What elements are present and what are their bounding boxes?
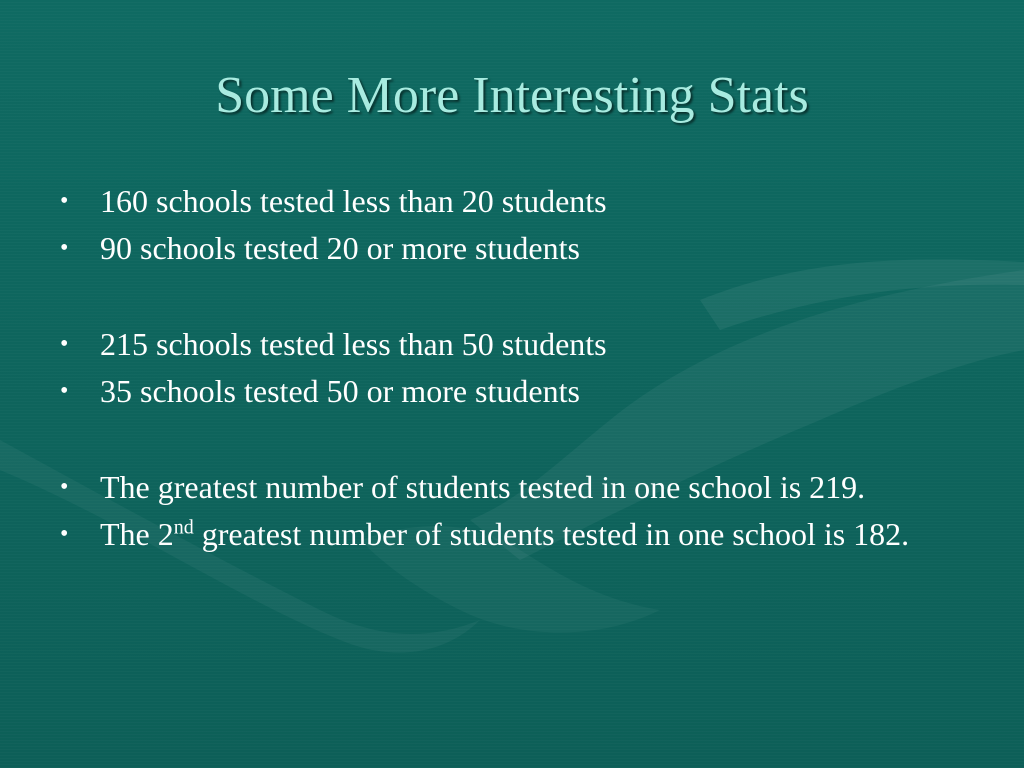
bullet-item [58,321,988,368]
bullet-item [58,225,988,272]
bullet-icon: • [60,474,69,500]
bullet-item [58,511,988,558]
bullet-item [58,464,988,511]
spacer [58,415,988,464]
bullet-text: 160 schools tested less than 20 students [100,183,607,219]
ordinal-superscript: nd [173,516,194,539]
bullet-text-prefix: The 2 [100,516,174,552]
bullet-text [100,516,909,552]
bullet-icon: • [60,235,69,261]
bullet-icon: • [60,331,69,357]
bullet-icon: • [60,378,69,404]
bullet-icon: • [60,188,69,214]
bullet-text: 35 schools tested 50 or more students [100,373,580,409]
bullet-item [58,178,988,225]
bullet-text: 215 schools tested less than 50 students [100,326,607,362]
bullet-icon: • [60,521,69,547]
slide-title: Some More Interesting Stats [215,67,809,124]
bullet-item [58,368,988,415]
bullet-text: The greatest number of students tested in one school is 219. [100,469,866,505]
bullet-text-suffix: greatest number of students tested in one school is 182. [193,516,910,552]
bullet-text: 90 schools tested 20 or more students [100,230,580,266]
bullet-list [58,178,988,558]
spacer [58,272,988,321]
